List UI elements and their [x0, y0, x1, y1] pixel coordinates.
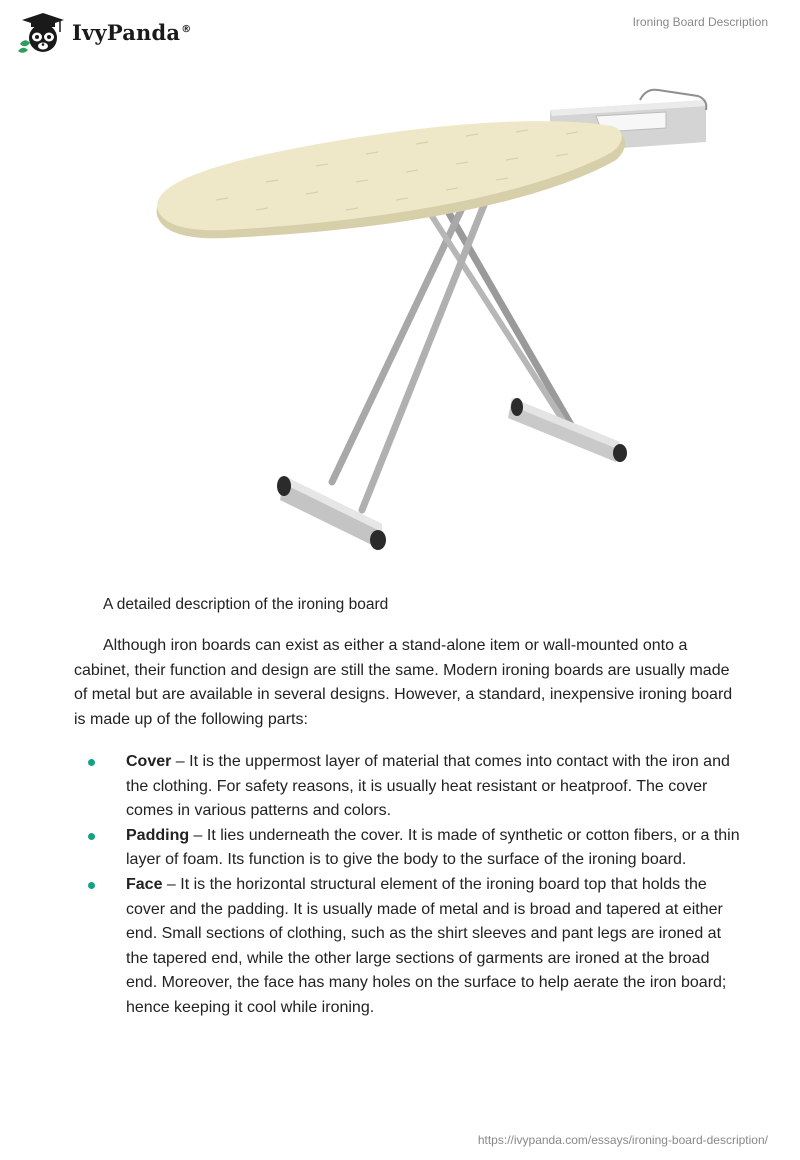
ironing-board-figure	[146, 70, 746, 570]
list-item	[80, 824, 740, 873]
figure-caption: A detailed description of the ironing board	[103, 596, 389, 613]
part-description: – It is the uppermost layer of material that comes into contact with the iron and the clothing. For safety reasons, it is usually heat resistant or heatproof. The cover comes in various patterns and colors.	[126, 753, 730, 820]
part-description: – It is the horizontal structural element of the ironing board top that holds the cover and the padding. It is usually made of metal and is broad and tapered at either end. Small sections of clothing, such as the shirt sleeves and pant legs are ironed at the tapered end, while the other large sections of garments are ironed at the broad end. Moreover, the face has many holes on the surface to help aerate the iron board; hence keeping it cool while ironing.	[126, 875, 727, 1016]
part-term: Padding	[126, 826, 190, 844]
list-item	[80, 873, 740, 1021]
ivypanda-logo[interactable]	[16, 10, 191, 54]
parts-list	[80, 750, 740, 1021]
part-term: Face	[126, 875, 163, 893]
logo-wordmark: IvyPanda®	[72, 19, 192, 45]
panda-graduate-icon	[16, 10, 66, 54]
part-description: – It lies underneath the cover. It is made of synthetic or cotton fibers, or a thin layer of foam. Its function is to give the body to the surface of the ironing board.	[126, 826, 740, 869]
list-item	[80, 750, 740, 824]
document-title: Ironing Board Description	[632, 15, 768, 29]
bullet-icon	[88, 882, 95, 889]
bullet-icon	[88, 759, 95, 766]
part-term: Cover	[126, 753, 172, 770]
intro-paragraph: Although iron boards can exist as either a stand-alone item or wall-mounted onto a cabinet, their function and design are still the same. Modern ironing boards are usually made of metal but are available in several designs. However, a standard, inexpensive ironing board is made up of the following parts:	[74, 637, 733, 728]
bullet-icon	[88, 833, 95, 840]
source-url-link[interactable]: https://ivypanda.com/essays/ironing-board-description/	[477, 1133, 768, 1147]
ironing-board-image	[146, 70, 746, 570]
